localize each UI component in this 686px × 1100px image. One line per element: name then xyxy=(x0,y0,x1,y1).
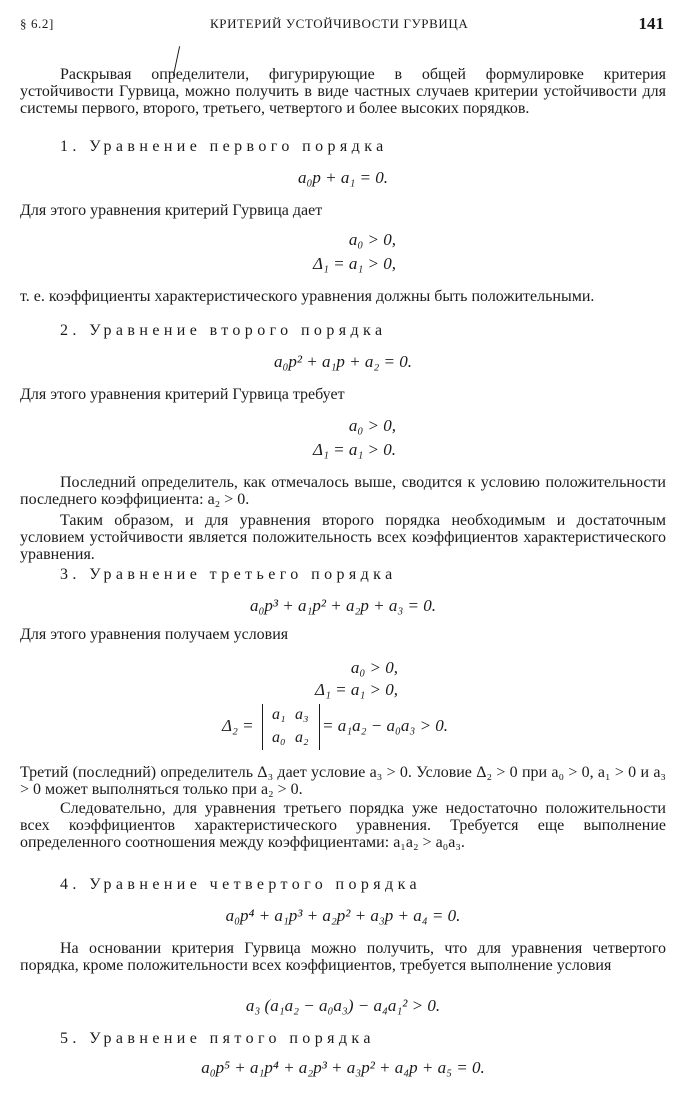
case2-heading: 2. Уравнение второго порядка xyxy=(60,322,387,339)
case3-paragraph1: Третий (последний) определитель Δ₃ дает условие a₃ > 0. Условие Δ₂ > 0 при a₀ > 0, a₁ > 0 и a₃ > 0 может выполняться только при a₂ > 0. xyxy=(20,764,666,798)
det-a21: a₀ xyxy=(272,729,286,746)
case1-heading: 1. Уравнение первого порядка xyxy=(60,138,388,155)
det-a22: a₂ xyxy=(295,729,309,746)
case3-det-label: Δ₂ = xyxy=(222,716,254,735)
case3-heading: 3. Уравнение третьего порядка xyxy=(60,566,397,583)
page-number: 141 xyxy=(638,14,664,33)
det-a11: a₁ xyxy=(272,706,286,723)
det-a12: a₃ xyxy=(295,706,309,723)
case1-cond2: Δ₁ = a₁ > 0, xyxy=(313,254,396,273)
case2-equation: a₀p² + a₁p + a₂ = 0. xyxy=(274,352,412,371)
case4-paragraph: На основании критерия Гурвица можно получить, что для уравнения четвертого порядка, кроме положительности всех коэффициентов, требуется выполнение условия xyxy=(20,940,666,974)
case1-cond1: a₀ > 0, xyxy=(348,230,396,249)
running-title: КРИТЕРИЙ УСТОЙЧИВОСТИ ГУРВИЦА xyxy=(210,16,469,31)
case5-heading: 5. Уравнение пятого порядка xyxy=(60,1030,375,1047)
section-ref: § 6.2] xyxy=(20,16,54,31)
case3-equation: a₀p³ + a₁p² + a₂p + a₃ = 0. xyxy=(250,596,436,615)
case3-cond1: a₀ > 0, xyxy=(350,658,398,677)
determinant-delta2 xyxy=(262,704,320,750)
case4-equation: a₀p⁴ + a₁p³ + a₂p² + a₃p + a₄ = 0. xyxy=(225,906,461,925)
case3-cond2: Δ₁ = a₁ > 0, xyxy=(315,680,398,699)
case1-lead: Для этого уравнения критерий Гурвица дает xyxy=(20,202,323,219)
case3-lead: Для этого уравнения получаем условия xyxy=(20,626,289,643)
case4-condition: a₃ (a₁a₂ − a₀a₃) − a₄a₁² > 0. xyxy=(245,996,441,1015)
case3-paragraph2: Следовательно, для уравнения третьего порядка уже недостаточно положительности всех коэффициентов характеристического уравнения. Требуется еще выполнение определенного соотношения между коэффициентами: a₁a₂ > a₀a₃. xyxy=(20,800,666,851)
case2-paragraph2: Таким образом, и для уравнения второго порядка необходимым и достаточным условием устойчивости является положительность всех коэффициентов характеристического уравнения. xyxy=(20,512,666,563)
case2-paragraph1: Последний определитель, как отмечалось выше, сводится к условию положительности последнего коэффициента: a₂ > 0. xyxy=(20,474,666,508)
case2-cond1: a₀ > 0, xyxy=(348,416,396,435)
case4-heading: 4. Уравнение четвертого порядка xyxy=(60,876,422,893)
case2-cond2: Δ₁ = a₁ > 0. xyxy=(313,440,396,459)
case1-conclusion: т. е. коэффициенты характеристического уравнения должны быть положительными. xyxy=(20,288,595,305)
intro-paragraph: Раскрывая определители, фигурирующие в общей формулировке критерия устойчивости Гурвица, можно получить в виде частных случаев критерии устойчивости для системы первого, второго, третьего, четвертого и более высоких порядков. xyxy=(20,66,666,117)
case5-equation: a₀p⁵ + a₁p⁴ + a₂p³ + a₃p² + a₄p + a₅ = 0. xyxy=(201,1058,485,1077)
case2-lead: Для этого уравнения критерий Гурвица требует xyxy=(20,386,345,403)
case1-equation: a₀p + a₁ = 0. xyxy=(297,168,388,187)
case3-det-result: = a₁a₂ − a₀a₃ > 0. xyxy=(322,716,449,735)
